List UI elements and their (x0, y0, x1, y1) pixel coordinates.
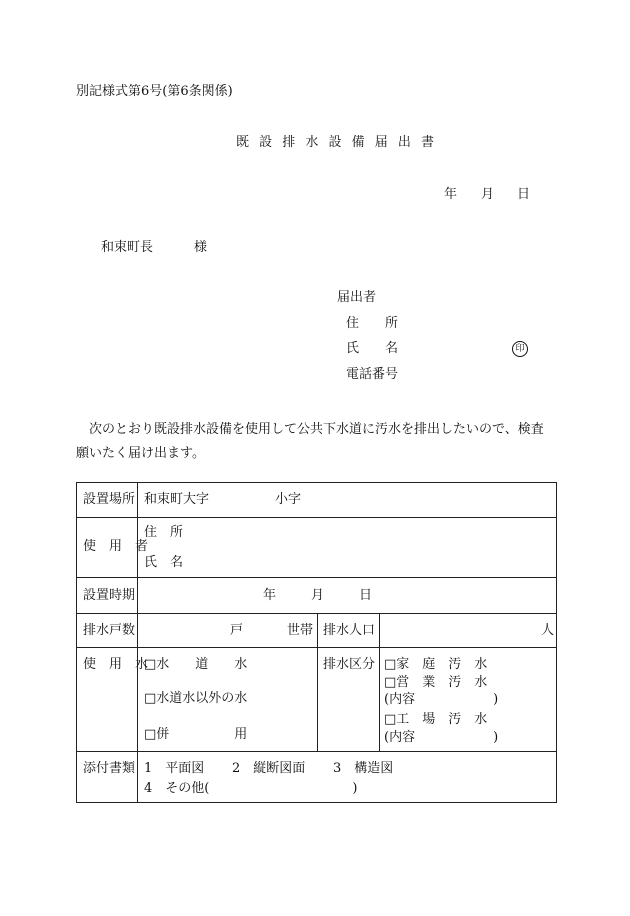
submitter-phone-label: 電話番号 (346, 367, 399, 382)
location-koaza: 小字 (275, 492, 302, 507)
drain-class-factory-detail: (内容 ) (384, 730, 499, 745)
attachment-structure: 3 構造図 (333, 761, 394, 776)
water-option-other[interactable]: □水道水以外の水 (144, 691, 248, 706)
households-unit-ko: 戸 (230, 623, 244, 638)
drain-class-household[interactable]: □家 庭 汚 水 (384, 657, 488, 672)
submitter-address-label: 住 所 (346, 316, 399, 331)
user-label: 使 用 者 (83, 539, 149, 554)
form-code: 別記様式第6号(第6条関係) (76, 84, 233, 99)
document-title: 既 設 排 水 設 備 届 出 書 (236, 135, 438, 150)
application-table (76, 482, 557, 803)
addressee: 和束町長 (101, 240, 154, 255)
attachment-plan: 1 平面図 (144, 761, 205, 776)
attachments-label: 添付書類 (83, 761, 136, 776)
location-town: 和束町大字 (144, 492, 210, 507)
population-label: 排水人口 (323, 623, 376, 638)
user-name: 氏 名 (144, 555, 184, 570)
attachment-section: 2 縦断図面 (232, 761, 306, 776)
households-label: 排水戸数 (83, 623, 136, 638)
water-option-both[interactable]: □併 用 (144, 727, 248, 742)
date-day: 日 (517, 187, 531, 202)
drain-class-business[interactable]: □営 業 汚 水 (384, 675, 488, 690)
households-unit-setai: 世帯 (287, 623, 314, 638)
date-month: 月 (481, 187, 495, 202)
install-day: 日 (359, 588, 373, 603)
submitter-heading: 届出者 (337, 290, 377, 305)
drain-class-business-detail: (内容 ) (384, 692, 499, 707)
body-paragraph: 次のとおり既設排水設備を使用して公共下水道に汚水を排出したいので、検査願いたく届け出ます。 (76, 422, 544, 461)
attachment-other: 4 その他( ) (144, 781, 358, 796)
date-year: 年 (444, 187, 458, 202)
install-year: 年 (263, 588, 277, 603)
seal-mark: 印 (512, 341, 528, 357)
water-label: 使 用 水 (83, 657, 149, 672)
location-label: 設置場所 (83, 492, 136, 507)
drain-class-factory[interactable]: □工 場 汚 水 (384, 712, 488, 727)
water-option-tap[interactable]: □水 道 水 (144, 657, 248, 672)
addressee-honorific: 様 (194, 240, 208, 255)
install-date-label: 設置時期 (83, 588, 136, 603)
population-unit: 人 (541, 623, 555, 638)
install-month: 月 (311, 588, 325, 603)
submitter-name-label: 氏 名 (346, 341, 399, 356)
drain-class-label: 排水区分 (323, 657, 376, 672)
user-address: 住 所 (144, 525, 184, 540)
